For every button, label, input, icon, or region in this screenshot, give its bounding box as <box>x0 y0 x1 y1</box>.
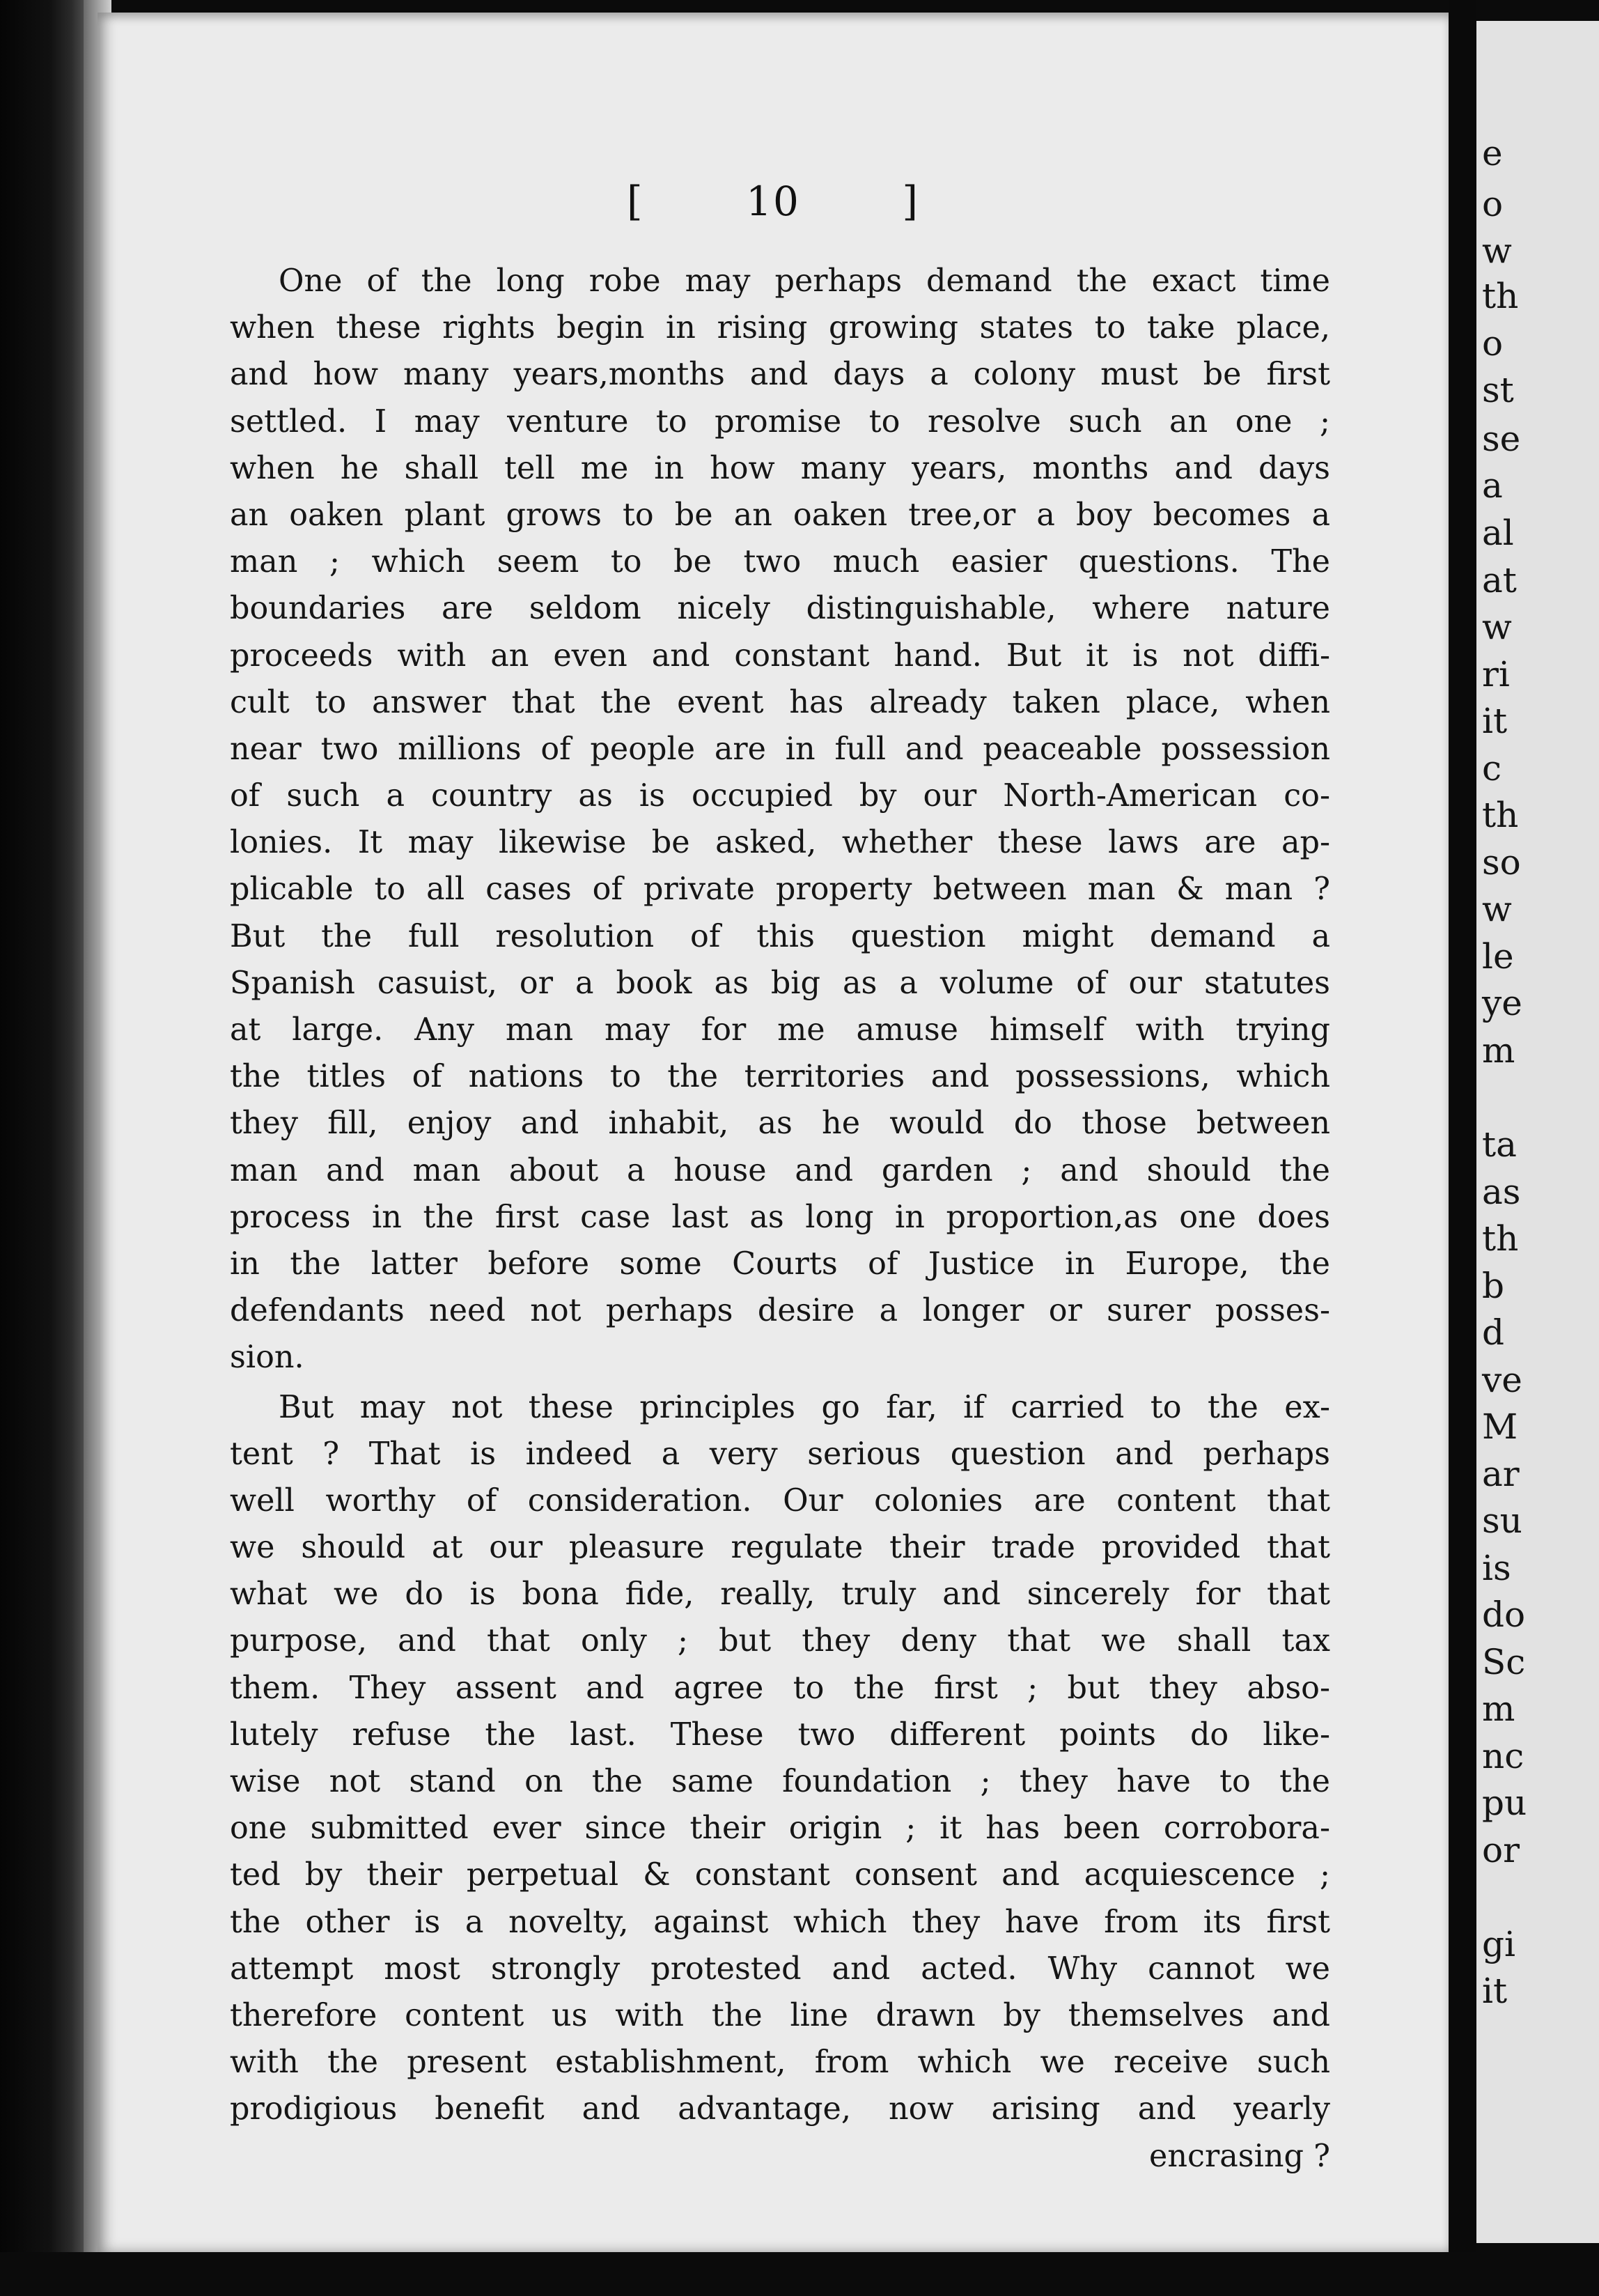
facing-page-text-fragment: or <box>1482 1830 1520 1870</box>
facing-page-text-fragment: al <box>1482 513 1514 553</box>
facing-page-text-fragment: ta <box>1482 1124 1517 1165</box>
facing-page-text-fragment: nc <box>1482 1736 1524 1776</box>
facing-page-text-fragment: ri <box>1482 654 1510 695</box>
text-line: what we do is bona fide, really, truly and sincerely for that <box>230 1576 1330 1613</box>
text-line: proceeds with an even and constant hand. But it is not diffi- <box>230 637 1330 674</box>
facing-page-text-fragment: at <box>1482 560 1517 600</box>
facing-page-text-fragment: th <box>1482 795 1519 835</box>
text-line: plicable to all cases of private property between man & man ? <box>230 871 1330 908</box>
facing-page-text-fragment: m <box>1482 1030 1515 1071</box>
facing-page-text-fragment: o <box>1482 323 1504 364</box>
bracket-left: [ <box>627 178 644 225</box>
facing-page-text-fragment: w <box>1482 889 1512 929</box>
text-line: One of the long robe may perhaps demand the exact time <box>279 263 1330 299</box>
facing-page-text-fragment: e <box>1482 133 1503 173</box>
facing-page-text-fragment: w <box>1482 607 1512 647</box>
facing-page-text-fragment: se <box>1482 419 1521 459</box>
facing-page-text-fragment: pu <box>1482 1783 1527 1823</box>
text-line: prodigious benefit and advantage, now arising and yearly <box>230 2091 1330 2127</box>
bracket-right: ] <box>902 178 919 225</box>
text-line: settled. I may venture to promise to resolve such an one ; <box>230 403 1330 440</box>
facing-page-text-fragment: as <box>1482 1172 1521 1212</box>
text-line: therefore content us with the line drawn by themselves and <box>230 1997 1330 2033</box>
facing-page-text-fragment: M <box>1482 1406 1518 1447</box>
facing-page-fragment <box>1476 21 1599 2243</box>
body-text <box>230 258 1330 2180</box>
facing-page-text-fragment: so <box>1482 842 1521 883</box>
facing-page-text-fragment: b <box>1482 1266 1505 1306</box>
text-line: an oaken plant grows to be an oaken tree,or a boy becomes a <box>230 497 1330 533</box>
text-line: in the latter before some Courts of Justice in Europe, the <box>230 1246 1330 1282</box>
text-line: they fill, enjoy and inhabit, as he would do those between <box>230 1106 1330 1142</box>
facing-page-text-fragment: st <box>1482 370 1514 410</box>
facing-page-text-fragment: c <box>1482 748 1502 789</box>
text-line: attempt most strongly protested and acted. Why cannot we <box>230 1950 1330 1987</box>
text-line: the other is a novelty, against which they have from its first <box>230 1904 1330 1940</box>
page-number: 10 <box>746 178 800 225</box>
text-line: sion. <box>230 1340 304 1376</box>
text-line: near two millions of people are in full and peaceable possession <box>230 731 1330 767</box>
facing-page-text-fragment: th <box>1482 1218 1519 1259</box>
facing-page-text-fragment: it <box>1482 701 1508 741</box>
text-line: ted by their perpetual & constant consent and acquiescence ; <box>230 1857 1330 1893</box>
facing-page-text-fragment: do <box>1482 1595 1526 1635</box>
text-line: man and man about a house and garden ; and should the <box>230 1152 1330 1188</box>
facing-page-text-fragment: w <box>1482 231 1512 271</box>
text-line: the titles of nations to the territories and possessions, which <box>230 1059 1330 1095</box>
facing-page-text-fragment: le <box>1482 936 1514 977</box>
text-line: boundaries are seldom nicely distinguishable, where nature <box>230 591 1330 627</box>
text-line: one submitted ever since their origin ; it has been corrobora- <box>230 1810 1330 1847</box>
facing-page-text-fragment: ar <box>1482 1454 1520 1494</box>
text-line: purpose, and that only ; but they deny that we shall tax <box>230 1623 1330 1659</box>
text-line: But the full resolution of this question might demand a <box>230 918 1330 954</box>
text-line: encrasing ? <box>1149 2138 1330 2174</box>
text-line: when these rights begin in rising growing states to take place, <box>230 310 1330 346</box>
facing-page-text-fragment: ve <box>1482 1360 1522 1400</box>
text-line: at large. Any man may for me amuse himself with trying <box>230 1012 1330 1048</box>
page-number-header <box>627 178 919 225</box>
text-line: process in the first case last as long in proportion,as one does <box>230 1199 1330 1235</box>
text-line: Spanish casuist, or a book as big as a volume of our statutes <box>230 965 1330 1001</box>
text-line: defendants need not perhaps desire a longer or surer posses- <box>230 1293 1330 1329</box>
text-line: wise not stand on the same foundation ; they have to the <box>230 1764 1330 1799</box>
text-line: cult to answer that the event has already taken place, when <box>230 684 1330 720</box>
text-line: when he shall tell me in how many years, months and days <box>230 450 1330 486</box>
text-line: lonies. It may likewise be asked, whether these laws are ap- <box>230 825 1330 861</box>
scan-bottom-border <box>0 2252 1599 2296</box>
facing-page-text-fragment: d <box>1482 1312 1505 1353</box>
text-line: tent ? That is indeed a very serious question and perhaps <box>230 1436 1330 1472</box>
text-line: them. They assent and agree to the first ; but they abso- <box>230 1670 1330 1706</box>
text-line: and how many years,months and days a colony must be first <box>230 357 1330 393</box>
text-line: lutely refuse the last. These two different points do like- <box>230 1716 1330 1753</box>
facing-page-text-fragment: it <box>1482 1971 1508 2011</box>
facing-page-text-fragment: su <box>1482 1500 1522 1541</box>
scan-left-border <box>0 0 84 2296</box>
text-line: man ; which seem to be two much easier questions. The <box>230 544 1330 580</box>
facing-page-text-fragment: Sc <box>1482 1642 1526 1682</box>
facing-page-text-fragment: is <box>1482 1548 1511 1588</box>
facing-page-text-fragment: gi <box>1482 1924 1515 1964</box>
text-line: with the present establishment, from which we receive such <box>230 2045 1330 2081</box>
facing-page-text-fragment: th <box>1482 276 1519 316</box>
text-line: of such a country as is occupied by our North-American co- <box>230 778 1330 814</box>
book-gutter <box>1449 0 1476 2296</box>
text-line: we should at our pleasure regulate their trade provided that <box>230 1530 1330 1566</box>
text-line: well worthy of consideration. Our colonies are content that <box>230 1482 1330 1519</box>
text-line: But may not these principles go far, if carried to the ex- <box>279 1389 1330 1425</box>
facing-page-text-fragment: o <box>1482 184 1504 224</box>
facing-page-text-fragment: ye <box>1482 983 1522 1023</box>
facing-page-text-fragment: m <box>1482 1689 1515 1729</box>
facing-page-text-fragment: a <box>1482 465 1503 506</box>
